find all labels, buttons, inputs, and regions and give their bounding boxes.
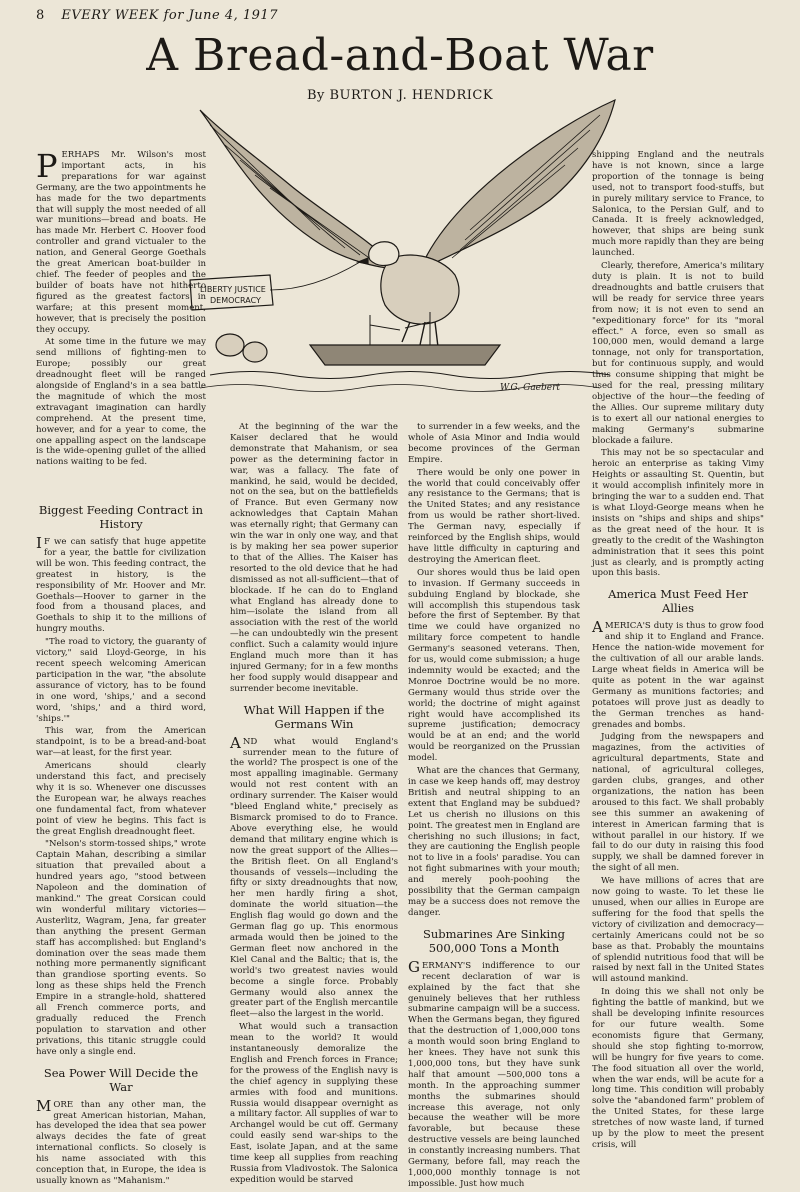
- eagle-illustration: [170, 90, 630, 410]
- eagle-left-wing: [200, 110, 400, 270]
- paragraph: This war, from the American standpoint, is to be a bread-and-boat war—at least, for the first year.: [36, 726, 206, 759]
- paragraph: GERMANY'S indifference to our recent declaration of war is explained by the fact that she genuinely believes that her ruthless submarine campaign will be a success. When the Germans began, they figured that the destruction of 1,000,000 tons a month would soon bring England to her knees. They have not sunk this 1,000,000 tons, but they have sunk half that amount —500,000 tons a month. In the approaching summer months the submarines should increase this average, not only because the weather will be more favorable, but because these destructive vessels are being launched in constantly increasing numbers. That Germany, before fall, may reach the 1,000,000 monthly tonnage is not impossible. Just how much: [408, 957, 580, 1189]
- byline: By BURTON J. HENDRICK: [306, 88, 494, 103]
- page-number: 8: [36, 8, 45, 23]
- paragraph: to surrender in a few weeks, and the whole of Asia Minor and India would become provinces of the German Empire.: [408, 422, 580, 465]
- sea-waves: [210, 372, 610, 379]
- paragraph: We have millions of acres that are now going to waste. To let these lie unused, when our allies in Europe are suffering for the food that spells the victory of civilization and democracy—certainly Americans could not be so base as that. Probably the mountains of splendid nutritious food that will be raised by next fall in the United States will astound mankind.: [592, 876, 764, 985]
- paragraph: I F we can satisfy that huge appetite for a year, the battle for civilization will be won. This feeding contract, the greatest in history, is the responsibility of Mr. Hoover and Mr. Goethals—Hoover to garner in the food from a thousand places, and Goethals to ship it to the millions of hungry mouths.: [36, 534, 206, 635]
- paragraph: "Nelson's storm-tossed ships," wrote Captain Mahan, describing a similar situation that prevailed about a hundred years ago, "stood between Napoleon and the domination of mankind." The great Corsican could win wonderful military victories—Austerlitz, Wagram, Jena, far greater than anything the present German staff has accomplished: but England's domination over the seas made them nothing more permanently significant than grandiose sporting events. So long as these ships held the French Empire in a strangle-hold, shattered all French commerce ports, and gradually reduced the French population to starvation and other privations, this titanic struggle could have only a single end.: [36, 839, 206, 1057]
- paragraph: Judging from the newspapers and magazines, from the activities of agricultural departments, State and national, of agricultural colleges, garden clubs, granges, and other organizations, the nation has been aroused to this fact. We shall probably see this summer an awakening of interest in American farming that is without parallel in our history. If we fail to do our duty in raising this food supply, we shall be damned forever in the sight of all men.: [592, 732, 764, 874]
- paragraph: "The road to victory, the guaranty of victory," said Lloyd-George, in his recent speech welcoming American participation in the war, "the absolute assurance of victory, has to be found in one word, 'ships,' and a second word, 'ships,' and a third word, 'ships.'": [36, 637, 206, 724]
- column-1-lower: [36, 495, 206, 1189]
- ship-hull: [310, 345, 500, 365]
- paragraph: Clearly, therefore, America's military duty is plain. It is not to build dreadnoughts and battle cruisers that will be ready for service three years from now; it is not even to send an "expeditionary force" for its "moral effect." A force, even so small as 100,000 men, would demand a large tonnage, not only for transportation, but for continuous supply, and would thus consume shipping that might be used for the real, pressing military objective of the hour—the feeding of the Allies. Our supreme military duty is to exert all our national energies to making Germany's submarine blockade a failure.: [592, 261, 764, 446]
- paragraph: In doing this we shall not only be fighting the battle of mankind, but we shall be developing infinite resources for our future wealth. Some economists figure that Germany, should she stop fighting to-morrow, will be hungry for five years to come. The food situation all over the world, when the war ends, will be acute for a long time. This condition will probably solve the "abandoned farm" problem of the United States, for these large stretches of now waste land, if turned up by the plow to meet the present crisis, will: [592, 987, 764, 1150]
- paragraph: Americans should clearly understand this fact, and precisely why it is so. Whenever one discusses the European war, he always reaches one fundamental fact, from whatever point of view he begins. This fact is the great English dreadnought fleet.: [36, 761, 206, 837]
- subheading: Biggest Feeding Contract in History: [38, 503, 204, 531]
- paragraph: shipping England and the neutrals have is not known, since a large proportion of the tonnage is being used, not to transport food-stuffs, but in purely military service to France, to Salonica, to the Persian Gulf, and to Canada. It is freely acknowledged, however, that ships are being sunk much more rapidly than they are being launched.: [592, 150, 764, 259]
- page-header: [36, 8, 278, 23]
- paragraph: AND what would England's surrender mean to the future of the world? The prospect is one of the most appalling imaginable. Germany would not rest content with an ordinary surrender. The Kaiser would "bleed England white," precisely as Bismarck promised to do to France. Above everything else, he would demand that military engine which is now the great support of the Allies—the British fleet. On all England's thousands of vessels—including the fifty or sixty dreadnoughts that now, her men hardly firing a shot, dominate the world situation—the English flag would go down and the German flag go up. This enormous armada would then be joined to the German fleet now anchored in the Kiel Canal and the Baltic; that is, the world's two greatest navies would become a single force. Probably Germany would also annex the greater part of the English mercantile fleet—also the largest in the world.: [230, 733, 398, 1020]
- paragraph: What are the chances that Germany, in case we keep hands off, may destroy British and neutral shipping to an extent that England may be subdued? Let us cherish no illusions on this point. The greatest men in England are cherishing no such illusions; in fact, they are cautioning the English people not to live in a fools' paradise. You can not fight submarines with your mouth; and merely pooh-poohing the possibility that the German campaign may be a success does not remove the danger.: [408, 766, 580, 918]
- paragraph: Our shores would thus be laid open to invasion. If Germany succeeds in subduing England by blockade, she will accomplish this stupendous task before the first of September. By that time we could have organized no military force competent to handle Germany's seasoned veterans. Then, for us, would come submission; a huge indemnity would be exacted; and the Monroe Doctrine would be no more. Germany would thus stride over the world; the doctrine of might against right would have accomplished its supreme justification; democracy would be at an end; and the world would be reorganized on the Prussian model.: [408, 567, 580, 764]
- article-title: A Bread-and-Boat War: [146, 30, 654, 81]
- paragraph: MORE than any other man, the great American historian, Mahan, has developed the idea that sea power always decides the fate of great international conflicts. So closely is his name associated with this conception that, in Europe, the idea is usually known as "Mahanism.": [36, 1096, 206, 1186]
- chick-figure: [216, 334, 244, 356]
- publication-line: EVERY WEEK for June 4, 1917: [61, 8, 278, 23]
- subheading: America Must Feed Her Allies: [608, 587, 748, 616]
- column-3: [408, 422, 580, 1192]
- subheading: What Will Happen if the Germans Win: [243, 702, 385, 731]
- paragraph: What would such a transaction mean to the world? It would instantaneously demoralize the English and French forces in France; for the prowess of the English navy is the chief agency in supplying these armies with food and munitions. Russia would disappear overnight as a military factor. All supplies of war to Archangel would be cut off. Germany could easily send war-ships to the East, isolate Japan, and at the same time keep all supplies from reaching Russia from Vladivostok. The Salonica expedition would be starved: [230, 1022, 398, 1185]
- drop-cap: P: [36, 147, 58, 185]
- subheading: Submarines Are Sinking 500,000 Tons a Month: [423, 926, 565, 955]
- paragraph: At the beginning of the war the Kaiser declared that he would demonstrate that Mahanism, or sea power as the determining factor in war, was a fallacy. The fate of mankind, he said, would be decided, not on the sea, but on the battlefields of France. But even Germany now acknowledges that Captain Mahan was eternally right; that Germany can win the war in only one way, and that is by making her sea power superior to that of the Allies. The Kaiser has resorted to the old device that he had dismissed as not all-sufficient—that of blockade. If he can do to England what England has already done to him—isolate the island from all association with the rest of the world—he can undoubtedly win the present conflict. Such a calamity would injure England much more than it has injured Germany; for in a few months her food supply would disappear and surrender become inevitable.: [230, 422, 398, 694]
- paragraph: This may not be so spectacular and heroic an enterprise as taking Vimy Heights or assaulting St. Quentin, but it would accomplish infinitely more in bringing the war to a sudden end. That is what Lloyd-George means when he insists on "ships and ships and ships" as the great need of the hour. It is greatly to the credit of the Washington administration that it sees this point just as clearly, and is promptly acting upon this basis.: [592, 448, 764, 579]
- column-4: [592, 150, 764, 1153]
- eagle-right-wing: [420, 100, 615, 270]
- banner-text-line1: LIBERTY JUSTICE: [200, 285, 266, 294]
- banner-text-line2: DEMOCRACY: [210, 296, 261, 305]
- paragraph: There would be only one power in the world that could conceivably offer any resistance to the Germans; that is the United States; and any resistance from us would be rather short-lived. The German navy, especially if reinforced by the English ships, would have little difficulty in capturing and destroying the American fleet.: [408, 467, 580, 565]
- eagle-head: [369, 242, 399, 266]
- column-1: [36, 147, 206, 470]
- paragraph: PERHAPS Mr. Wilson's most important acts, in his preparations for war against Germany, are the two appointments he has made for the two departments that will supply the most needed of all war munitions—bread and boats. He has made Mr. Herbert C. Hoover food controller and grand victualer to the nation, and General George Goethals the great American boat-builder in chief. The feeder of peoples and the builder of boats have not hitherto figured as the greatest factors in warfare; at this present moment, however, that is precisely the position they occupy.: [36, 147, 206, 335]
- artist-signature: W.G. Gaebert: [500, 383, 561, 393]
- eagle-body: [381, 255, 459, 324]
- paragraph: At some time in the future we may send millions of fighting-men to Europe; possibly our great dreadnought fleet will be ranged alongside of England's in a sea battle the magnitude of which the most extravagant imagination can hardly comprehend. At the present time, however, and for a year to come, the one appalling aspect on the landscape is the wide-opening gullet of the allied nations waiting to be fed.: [36, 337, 206, 468]
- subheading: Sea Power Will Decide the War: [43, 1065, 199, 1094]
- paragraph: AMERICA'S duty is thus to grow food and ship it to England and France. Hence the nation-wide movement for the cultivation of all our arable lands. Large wheat fields in America will be quite as potent in the war against Germany as munitions factories; and potatoes will prove just as deadly to the German trenches as hand-grenades and bombs.: [592, 618, 764, 730]
